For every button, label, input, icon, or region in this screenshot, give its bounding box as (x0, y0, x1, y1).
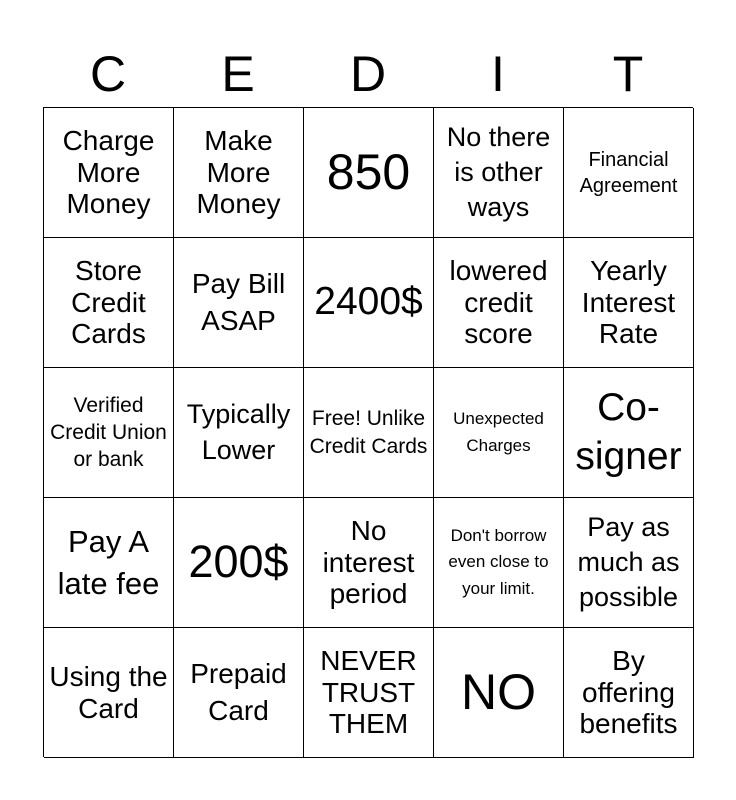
bingo-cell-r3-c4[interactable]: Pay as much as possible (564, 498, 694, 628)
bingo-grid (43, 107, 693, 757)
bingo-cell-r4-c4[interactable]: By offering benefits (564, 628, 694, 758)
bingo-cell-r0-c1[interactable]: Make More Money (174, 108, 304, 238)
bingo-cell-r4-c1[interactable]: Prepaid Card (174, 628, 304, 758)
header-letter-d: D (349, 46, 387, 102)
header-letter-c: C (89, 46, 127, 102)
bingo-cell-r2-c4[interactable]: Co-signer (564, 368, 694, 498)
bingo-cell-r4-c0[interactable]: Using the Card (44, 628, 174, 758)
bingo-cell-r0-c2[interactable]: 850 (304, 108, 434, 238)
bingo-cell-r1-c2[interactable]: 2400$ (304, 238, 434, 368)
header-letter-i: I (491, 46, 505, 102)
bingo-cell-r3-c2[interactable]: No interest period (304, 498, 434, 628)
bingo-cell-r2-c1[interactable]: Typically Lower (174, 368, 304, 498)
bingo-cell-r4-c3[interactable]: NO (434, 628, 564, 758)
bingo-cell-r2-c3[interactable]: Unexpected Charges (434, 368, 564, 498)
bingo-cell-r2-c2[interactable]: Free! Unlike Credit Cards (304, 368, 434, 498)
header-letter-t: T (612, 46, 644, 102)
bingo-cell-r3-c1[interactable]: 200$ (174, 498, 304, 628)
bingo-header (43, 40, 693, 108)
bingo-cell-r0-c3[interactable]: No there is other ways (434, 108, 564, 238)
bingo-cell-r0-c4[interactable]: Financial Agreement (564, 108, 694, 238)
bingo-cell-r0-c0[interactable]: Charge More Money (44, 108, 174, 238)
bingo-cell-r1-c0[interactable]: Store Credit Cards (44, 238, 174, 368)
bingo-cell-r3-c0[interactable]: Pay A late fee (44, 498, 174, 628)
bingo-cell-r1-c4[interactable]: Yearly Interest Rate (564, 238, 694, 368)
bingo-cell-r1-c1[interactable]: Pay Bill ASAP (174, 238, 304, 368)
bingo-cell-r1-c3[interactable]: lowered credit score (434, 238, 564, 368)
bingo-cell-r2-c0[interactable]: Verified Credit Union or bank (44, 368, 174, 498)
bingo-cell-r3-c3[interactable]: Don't borrow even close to your limit. (434, 498, 564, 628)
header-letter-e: E (221, 46, 255, 102)
bingo-cell-r4-c2[interactable]: NEVER TRUST THEM (304, 628, 434, 758)
